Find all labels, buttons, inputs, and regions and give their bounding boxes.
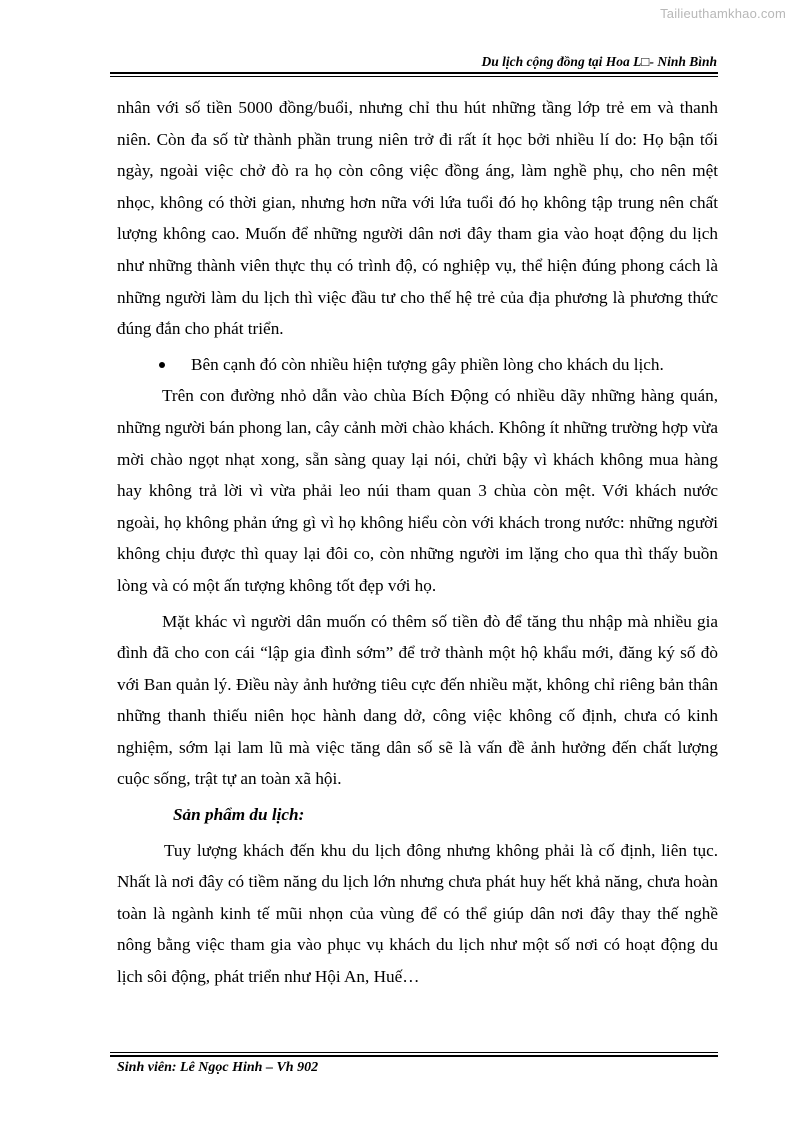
document-body	[117, 92, 718, 993]
footer-rule	[110, 1052, 718, 1057]
paragraph-1: nhân với số tiền 5000 đồng/buổi, nhưng chỉ thu hút những tầng lớp trẻ em và thanh niên. Còn đa số từ thành phần trung niên trở đi rất ít học bởi nhiều lí do: Họ bận tối ngày, ngoài việc chở đò ra họ còn công việc đồng áng, làm nghề phụ, cho nên mệt nhọc, không có thời gian, nhưng hơn nữa với lứa tuổi đó họ không tập trung nên chất lượng không cao. Muốn để những người dân nơi đây tham gia vào hoạt động du lịch như những thành viên thực thụ có trình độ, có nghiệp vụ, thể hiện đúng phong cách là những người làm du lịch thì việc đầu tư cho thế hệ trẻ của địa phương là phương thức đúng đắn cho phát triển.	[117, 98, 718, 339]
paragraph-3: Mặt khác vì người dân muốn có thêm số tiền đò để tăng thu nhập mà nhiều gia đình đã cho con cái “lập gia đình sớm” để trở thành một hộ khẩu mới, đăng ký số đò với Ban quản lý. Điều này ảnh hưởng tiêu cực đến nhiều mặt, không chỉ riêng bản thân những thanh thiếu niên học hành dang dở, công việc không cố định, chưa có kinh nghiệm, sớm lại lam lũ mà việc tăng dân số sẽ là vấn đề ảnh hưởng đến chất lượng cuộc sống, trật tự an toàn xã hội.	[117, 611, 718, 789]
paragraph-4: Tuy lượng khách đến khu du lịch đông nhưng không phải là cố định, liên tục. Nhất là nơi đây có tiềm năng du lịch lớn nhưng chưa phát huy hết khả năng, chưa hoàn toàn là ngành kinh tế mũi nhọn của vùng để có thể giúp dân nơi đây thay thế nghề nông bằng việc tham gia vào phục vụ khách du lịch như một số nơi có hoạt động du lịch sôi động, phát triển như Hội An, Huế…	[117, 840, 718, 987]
section-heading: Sản phẩm du lịch:	[173, 805, 305, 825]
bullet-text: Bên cạnh đó còn nhiều hiện tượng gây phiền lòng cho khách du lịch.	[191, 354, 664, 374]
header-rule	[110, 72, 718, 77]
bullet-icon	[159, 362, 165, 368]
paragraph-2: Trên con đường nhỏ dẫn vào chùa Bích Động có nhiều dãy những hàng quán, những người bán phong lan, cây cảnh mời chào khách. Không ít những trường hợp vừa mời chào ngọt nhạt xong, sẵn sàng quay lại nói, chửi bậy vì khách không mua hàng hay không trả lời vì vừa phải leo núi tham quan 3 chùa còn mệt. Với khách nước ngoài, họ không phản ứng gì vì họ không hiểu còn với khách trong nước: những người không chịu được thì quay lại đôi co, còn những người im lặng cho qua thì thấy buồn lòng và có một ấn tượng không tốt đẹp với họ.	[117, 386, 718, 595]
watermark: Tailieuthamkhao.com	[660, 6, 786, 21]
bullet-item	[117, 349, 718, 381]
footer-author: Sinh viên: Lê Ngọc Hinh – Vh 902	[117, 1060, 319, 1075]
header-title: Du lịch cộng đồng tại Hoa L□- Ninh Bình	[481, 54, 717, 69]
